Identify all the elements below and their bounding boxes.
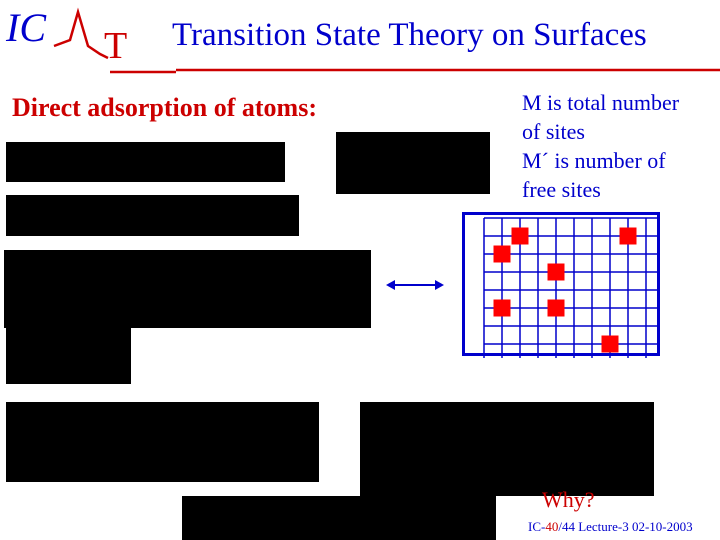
- surface-lattice: [462, 212, 660, 358]
- double-arrow-icon: [386, 277, 444, 293]
- why-question: Why?: [542, 487, 595, 512]
- equation-block: [336, 132, 490, 194]
- logo-hat-line: [54, 12, 108, 58]
- sites-note: [522, 88, 679, 204]
- occupied-site: [512, 228, 529, 245]
- footer-slide-number: 40: [545, 519, 559, 534]
- equation-block: [6, 402, 319, 482]
- title-rule: [176, 66, 720, 74]
- occupied-site: [548, 300, 565, 317]
- occupied-site: [620, 228, 637, 245]
- slide-title: Transition State Theory on Surfaces: [172, 17, 647, 53]
- equation-block: [182, 496, 496, 540]
- occupied-site: [548, 264, 565, 281]
- equation-block: [6, 195, 299, 236]
- equation-block: [360, 402, 654, 496]
- slide-footer: [528, 519, 693, 535]
- equation-block: [6, 142, 285, 182]
- logo-ic: IC: [6, 5, 46, 50]
- logo-t: T: [104, 25, 128, 67]
- footer-info: /44 Lecture-3 02-10-2003: [558, 519, 693, 534]
- equation-block: [4, 250, 371, 328]
- footer-prefix: IC-: [528, 519, 546, 534]
- occupied-site: [494, 300, 511, 317]
- occupied-site: [602, 336, 619, 353]
- note-line: of sites: [522, 119, 585, 144]
- note-line: M is total number: [522, 90, 680, 115]
- note-line: free sites: [522, 177, 601, 202]
- section-heading: Direct adsorption of atoms:: [12, 93, 317, 122]
- occupied-site: [494, 246, 511, 263]
- equation-block: [6, 326, 131, 384]
- note-line: M´ is number of: [522, 148, 666, 173]
